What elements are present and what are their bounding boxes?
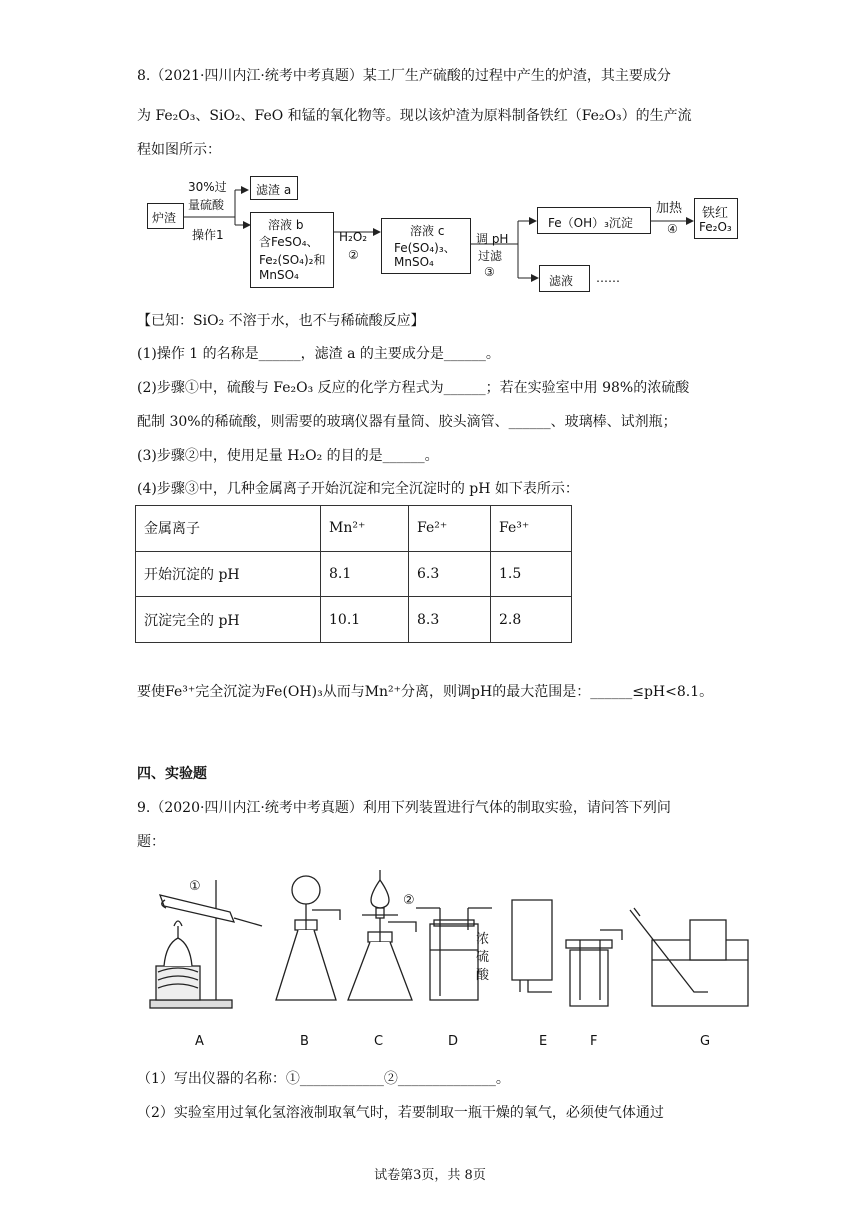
- step-4-mark: ④: [667, 222, 678, 236]
- iron-red-formula: Fe₂O₃: [699, 220, 732, 234]
- reagent-line-2: 量硫酸: [188, 198, 225, 212]
- acid-label-2: 硫: [476, 950, 490, 965]
- iron-red-label: 铁红: [702, 206, 729, 221]
- solution-c-line-3: MnSO₄: [394, 255, 434, 269]
- operation-1-label: 操作1: [192, 228, 224, 242]
- q8-part-2-line-2: 配制 30%的稀硫酸，则需要的玻璃仪器有量筒、胶头滴管、______、玻璃棒、试剂瓶；: [137, 414, 677, 430]
- table-row: [136, 551, 572, 597]
- acid-label-1: 浓: [476, 932, 490, 947]
- table-header-cell: 金属离子: [136, 506, 321, 552]
- table-cell: 10.1: [321, 597, 409, 643]
- adjust-ph-label: 调 pH: [476, 232, 509, 246]
- apparatus-label-g: G: [700, 1034, 711, 1049]
- reagent-line-1: 30%过: [188, 180, 227, 194]
- solution-c-line-1: 溶液 c: [410, 224, 445, 238]
- table-header-row: [136, 506, 572, 552]
- q8-part-3: (3)步骤②中，使用足量 H₂O₂ 的目的是______。: [137, 448, 439, 464]
- apparatus-label-c: C: [374, 1034, 384, 1049]
- acid-label-3: 酸: [476, 968, 490, 983]
- apparatus-label-f: F: [590, 1034, 598, 1049]
- apparatus-label-b: B: [300, 1034, 309, 1049]
- mark-1: ①: [189, 879, 201, 894]
- hydroxide-precipitate-box: [537, 207, 651, 234]
- solution-b-box: [250, 212, 334, 288]
- table-cell: 8.1: [321, 551, 409, 597]
- ellipsis: ……: [596, 271, 620, 285]
- iron-red-box: [694, 198, 738, 239]
- furnace-slag-label: 炉渣: [152, 211, 177, 225]
- ph-table: [135, 505, 572, 643]
- solution-c-line-2: Fe(SO₄)₃、: [394, 241, 456, 255]
- filter-label: 过滤: [478, 249, 503, 263]
- q9-part-1: （1）写出仪器的名称：①____________②______________。: [137, 1071, 510, 1087]
- page-footer: 试卷第3页，共 8页: [374, 1168, 486, 1183]
- solution-c-box: [381, 218, 471, 274]
- table-row: [136, 597, 572, 643]
- solution-b-line-1: 溶液 b: [268, 218, 304, 232]
- table-header-cell: Fe²⁺: [409, 506, 491, 552]
- known-note: 【已知：SiO₂ 不溶于水，也不与稀硫酸反应】: [137, 313, 425, 329]
- q9-line-1: 9.（2020·四川内江·统考中考真题）利用下列装置进行气体的制取实验，请问答下列问: [137, 800, 671, 816]
- table-cell: 1.5: [491, 551, 572, 597]
- step-2-mark: ②: [348, 248, 359, 262]
- step-3-mark: ③: [484, 265, 495, 279]
- q8-line-1: 8.（2021·四川内江·统考中考真题）某工厂生产硫酸的过程中产生的炉渣，其主要成分: [137, 68, 671, 84]
- q8-part-4: (4)步骤③中，几种金属离子开始沉淀和完全沉淀时的 pH 如下表所示：: [137, 481, 579, 497]
- residue-a-box: [250, 176, 298, 200]
- residue-a-label: 滤渣 a: [256, 183, 292, 197]
- apparatus-label-d: D: [448, 1034, 459, 1049]
- q9-part-2: （2）实验室用过氧化氢溶液制取氧气时，若要制取一瓶干燥的氧气，必须使气体通过: [137, 1105, 664, 1121]
- solution-b-line-4: MnSO₄: [259, 268, 299, 282]
- table-cell: 6.3: [409, 551, 491, 597]
- stand-base: [150, 1000, 232, 1008]
- apparatus-figure: [0, 860, 860, 1040]
- section-heading: 四、实验题: [137, 766, 207, 782]
- apparatus-label-a: A: [195, 1034, 204, 1049]
- filtrate-label: 滤液: [549, 274, 574, 288]
- table-cell: 沉淀完全的 pH: [136, 597, 321, 643]
- h2o2-label: H₂O₂: [339, 230, 368, 244]
- table-header-cell: Mn²⁺: [321, 506, 409, 552]
- q8-line-2: 为 Fe₂O₃、SiO₂、FeO 和锰的氧化物等。现以该炉渣为原料制备铁红（Fe₂O₃）的生产流: [137, 108, 692, 124]
- table-cell: 2.8: [491, 597, 572, 643]
- apparatus-label-e: E: [539, 1034, 548, 1049]
- filtrate-box: [539, 265, 590, 292]
- solution-b-line-3: Fe₂(SO₄)₂和: [259, 253, 326, 267]
- table-cell: 8.3: [409, 597, 491, 643]
- q8-part-2-line-1: (2)步骤①中，硫酸与 Fe₂O₃ 反应的化学方程式为______；若在实验室中用 98%的浓硫酸: [137, 380, 690, 396]
- furnace-slag-box: [147, 203, 184, 229]
- heat-label: 加热: [656, 201, 683, 216]
- hydroxide-precipitate-label: Fe（OH）₃沉淀: [548, 216, 633, 230]
- q8-part-5: 要使Fe³⁺完全沉淀为Fe(OH)₃从而与Mn²⁺分离，则调pH的最大范围是：______≤pH<8.1。: [137, 684, 714, 700]
- solution-b-line-2: 含FeSO₄、: [259, 235, 319, 249]
- table-header-cell: Fe³⁺: [491, 506, 572, 552]
- table-cell: 开始沉淀的 pH: [136, 551, 321, 597]
- q8-line-3: 程如图所示：: [137, 142, 221, 158]
- q9-line-2: 题：: [137, 834, 165, 850]
- q8-part-1: (1)操作 1 的名称是______，滤渣 a 的主要成分是______。: [137, 346, 500, 362]
- mark-2: ②: [403, 893, 415, 908]
